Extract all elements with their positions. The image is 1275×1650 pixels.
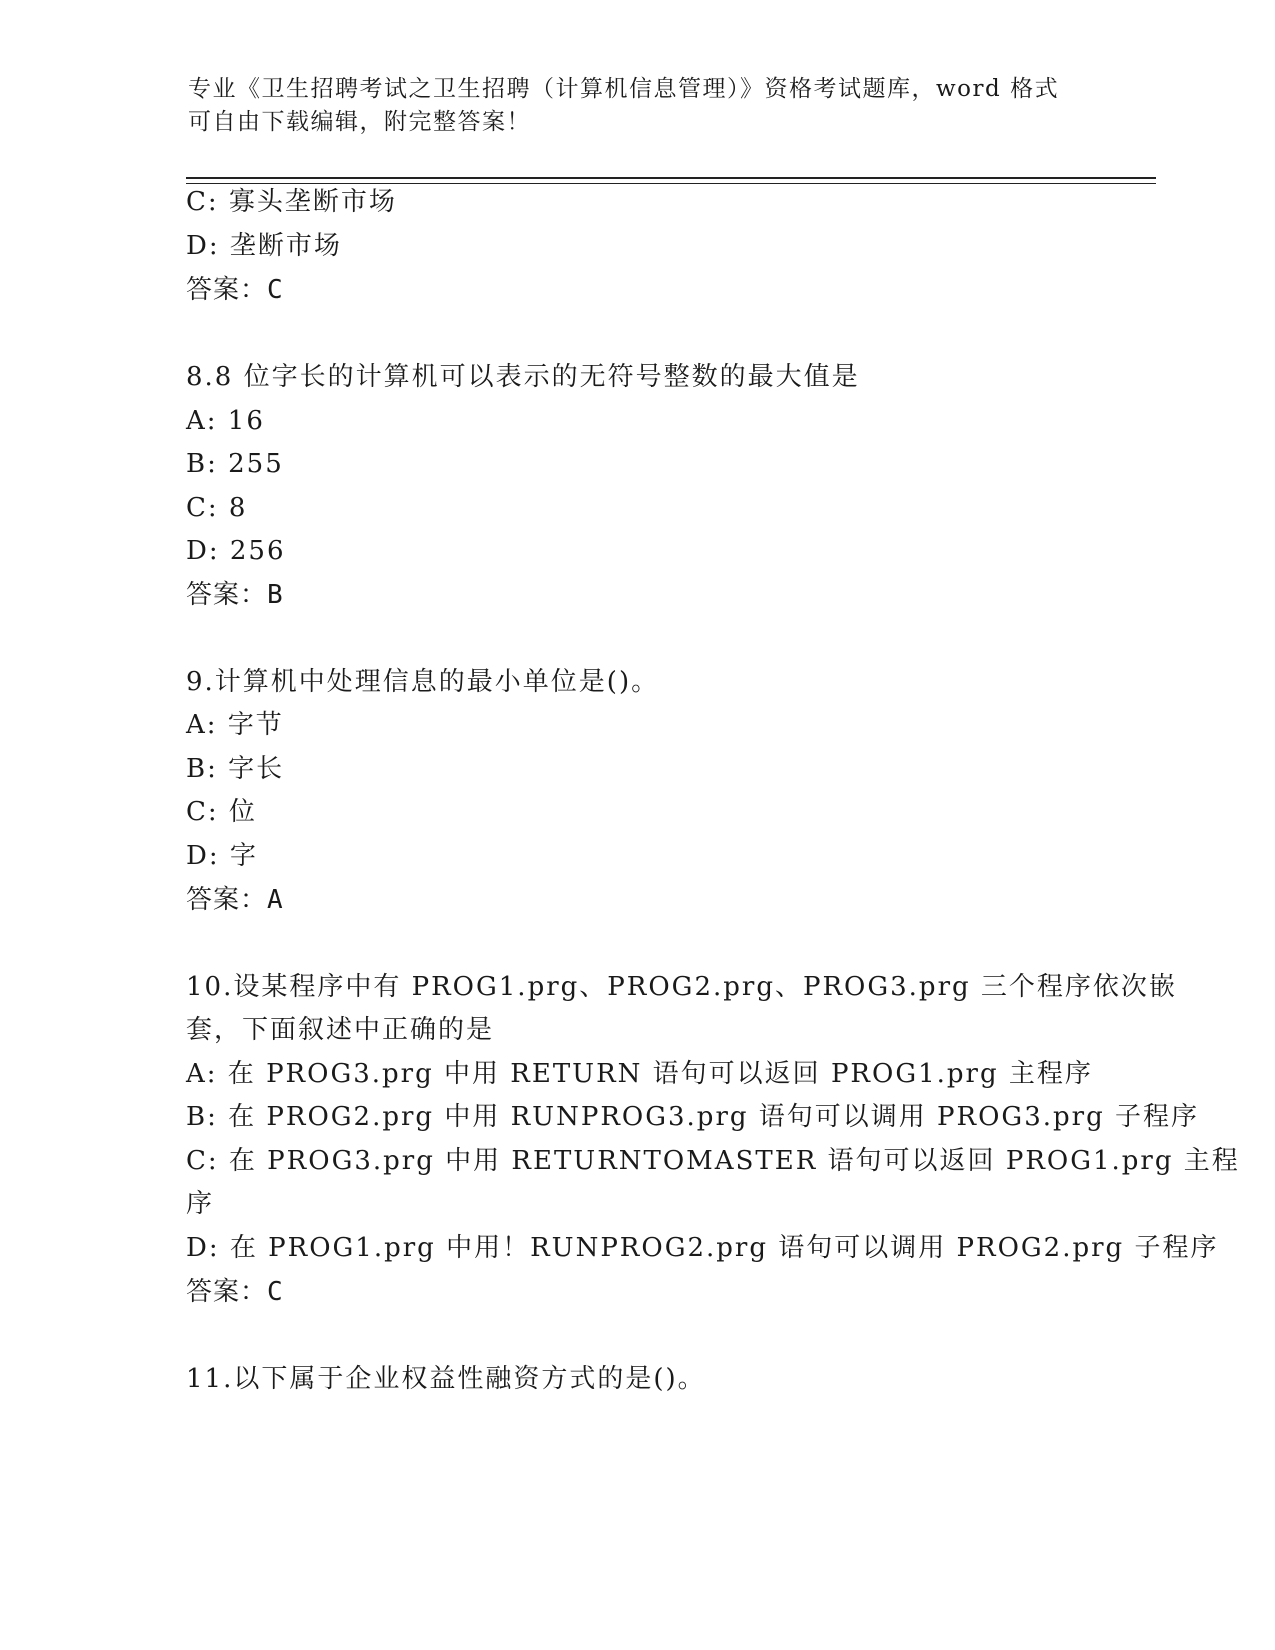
q8-answer <box>186 578 284 612</box>
q10-question-line-1: 10.设某程序中有 PROG1.prg、PROG2.prg、PROG3.prg 三个程序依次嵌 <box>186 972 1177 1002</box>
q10-question-line-2: 套，下面叙述中正确的是 <box>186 1015 495 1045</box>
q7-option-c: C: 寡头垄断市场 <box>186 187 397 217</box>
q11-question: 11.以下属于企业权益性融资方式的是()。 <box>186 1364 706 1394</box>
header-divider-thin <box>186 183 1156 184</box>
q9-option-c: C: 位 <box>186 797 257 827</box>
q7-option-d: D: 垄断市场 <box>186 231 342 261</box>
answer-value: B <box>267 580 284 610</box>
answer-label: 答案： <box>186 275 268 305</box>
q9-answer <box>186 883 284 917</box>
q10-option-c-line-1: C: 在 PROG3.prg 中用 RETURNTOMASTER 语句可以返回 PROG1.prg 主程 <box>186 1146 1240 1176</box>
q8-question: 8.8 位字长的计算机可以表示的无符号整数的最大值是 <box>186 362 860 392</box>
q8-option-b: B: 255 <box>186 449 284 479</box>
header-line-2: 可自由下载编辑，附完整答案！ <box>188 109 531 135</box>
q9-option-d: D: 字 <box>186 841 258 871</box>
answer-value: C <box>267 1277 284 1307</box>
q8-option-c: C: 8 <box>186 493 248 523</box>
header-line-1: 专业《卫生招聘考试之卫生招聘（计算机信息管理）》资格考试题库，word 格式 <box>188 76 1060 102</box>
q9-option-b: B: 字长 <box>186 754 285 784</box>
answer-label: 答案： <box>186 1277 268 1307</box>
answer-label: 答案： <box>186 580 268 610</box>
q10-option-a: A: 在 PROG3.prg 中用 RETURN 语句可以返回 PROG1.prg 主程序 <box>186 1059 1093 1089</box>
q8-option-a: A: 16 <box>186 406 265 436</box>
q10-answer <box>186 1275 284 1309</box>
q7-answer <box>186 273 284 307</box>
answer-label: 答案： <box>186 885 268 915</box>
answer-value: C <box>267 275 284 305</box>
q9-option-a: A: 字节 <box>186 710 284 740</box>
answer-value: A <box>267 885 284 915</box>
q8-option-d: D: 256 <box>186 536 286 566</box>
document-header <box>188 73 1068 139</box>
q10-option-d: D: 在 PROG1.prg 中用！RUNPROG2.prg 语句可以调用 PROG2.prg 子程序 <box>186 1233 1219 1263</box>
header-divider-thick <box>186 177 1156 179</box>
q10-option-c-line-2: 序 <box>186 1189 215 1219</box>
q9-question: 9.计算机中处理信息的最小单位是()。 <box>186 667 660 697</box>
q10-option-b: B: 在 PROG2.prg 中用 RUNPROG3.prg 语句可以调用 PROG3.prg 子程序 <box>186 1102 1199 1132</box>
